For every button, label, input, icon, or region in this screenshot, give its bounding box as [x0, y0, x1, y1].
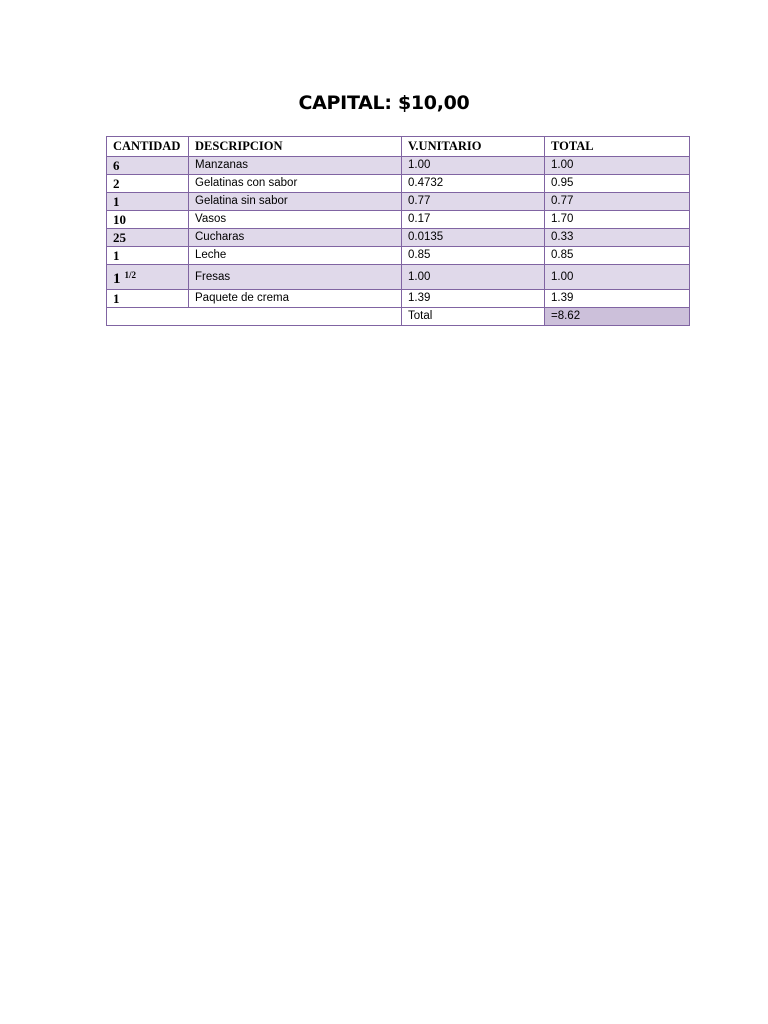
cell-descripcion: Leche	[189, 247, 402, 265]
cell-descripcion: Cucharas	[189, 229, 402, 247]
cell-unitario: 0.85	[402, 247, 545, 265]
table-row	[107, 157, 690, 175]
total-value: =8.62	[545, 308, 690, 326]
cell-total: 0.77	[545, 193, 690, 211]
cell-cantidad-fraction: 1/2	[124, 270, 137, 280]
cell-cantidad: 1	[107, 290, 189, 308]
cell-cantidad	[107, 265, 189, 290]
cell-unitario: 1.00	[402, 157, 545, 175]
cell-cantidad: 1	[107, 247, 189, 265]
cell-total: 0.33	[545, 229, 690, 247]
cell-cantidad: 6	[107, 157, 189, 175]
cell-descripcion: Manzanas	[189, 157, 402, 175]
page-title: CAPITAL: $10,00	[298, 92, 470, 114]
cell-descripcion: Gelatina sin sabor	[189, 193, 402, 211]
table-row	[107, 175, 690, 193]
total-blank-cell	[107, 308, 402, 326]
table-row	[107, 229, 690, 247]
cell-unitario: 1.39	[402, 290, 545, 308]
table-total-row	[107, 308, 690, 326]
cell-cantidad: 1	[107, 193, 189, 211]
cell-unitario: 0.4732	[402, 175, 545, 193]
header-unitario: V.UNITARIO	[402, 137, 545, 157]
table-row	[107, 247, 690, 265]
cell-cantidad-whole: 1	[113, 271, 121, 287]
table-row	[107, 211, 690, 229]
cell-total: 0.95	[545, 175, 690, 193]
budget-table	[106, 136, 690, 326]
cell-unitario: 0.17	[402, 211, 545, 229]
table-row	[107, 265, 690, 290]
cell-unitario: 1.00	[402, 265, 545, 290]
cell-unitario: 0.0135	[402, 229, 545, 247]
total-label: Total	[402, 308, 545, 326]
cell-descripcion: Paquete de crema	[189, 290, 402, 308]
table-header-row	[107, 137, 690, 157]
cell-unitario: 0.77	[402, 193, 545, 211]
cell-total: 0.85	[545, 247, 690, 265]
table-row	[107, 290, 690, 308]
cell-total: 1.00	[545, 265, 690, 290]
cell-cantidad: 2	[107, 175, 189, 193]
cell-descripcion: Fresas	[189, 265, 402, 290]
header-cantidad: CANTIDAD	[107, 137, 189, 157]
cell-total: 1.39	[545, 290, 690, 308]
header-total: TOTAL	[545, 137, 690, 157]
cell-total: 1.00	[545, 157, 690, 175]
cell-cantidad: 25	[107, 229, 189, 247]
header-descripcion: DESCRIPCION	[189, 137, 402, 157]
cell-cantidad: 10	[107, 211, 189, 229]
table-row	[107, 193, 690, 211]
cell-total: 1.70	[545, 211, 690, 229]
cell-descripcion: Gelatinas con sabor	[189, 175, 402, 193]
cell-descripcion: Vasos	[189, 211, 402, 229]
